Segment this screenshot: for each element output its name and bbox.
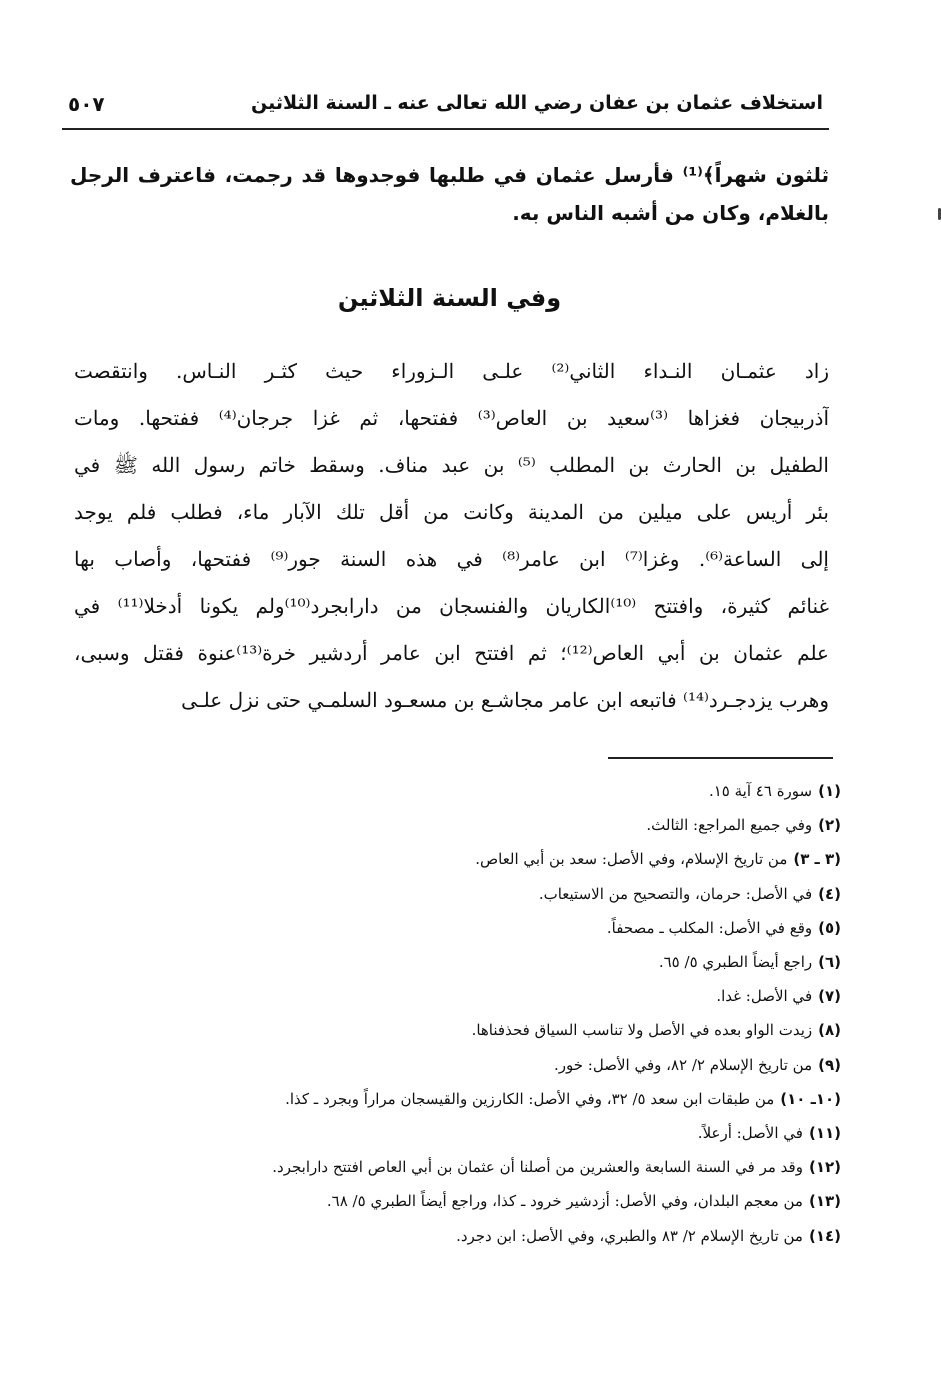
running-header xyxy=(62,88,829,130)
footnote-text: في الأصل: حرمان، والتصحيح من الاستيعاب. xyxy=(538,884,813,903)
footnote-marker: (١٢) xyxy=(808,1158,841,1177)
body-line: آذربيجان فغزاها ⁽³⁾سعيد بن العاص⁽³⁾ ففتحها، ثم غزا جرجان⁽⁴⁾ ففتحها. ومات xyxy=(74,406,829,430)
footnote-text: من طبقات ابن سعد ٥/ ٣٢، وفي الأصل: الكارزين والقيسجان مراراً وبجرد ـ كذا. xyxy=(285,1089,775,1108)
footnote-marker: (٦) xyxy=(818,953,841,972)
footnote-marker: (١٤) xyxy=(808,1226,841,1245)
page-number: ٥٠٧ xyxy=(68,92,105,116)
section-heading: وفي السنة الثلاثين xyxy=(337,284,562,312)
footnote-marker: (١١) xyxy=(808,1124,841,1143)
footnote-text: وقع في الأصل: المكلب ـ مصحفاً. xyxy=(606,918,813,937)
header-title: استخلاف عثمان بن عفان رضي الله تعالى عنه ـ السنة الثلاثين xyxy=(251,92,823,114)
footnotes-list xyxy=(120,774,841,1253)
footnote-text: وقد مر في السنة السابعة والعشرين من أصلنا أن عثمان بن أبي العاص افتتح دارابجرد. xyxy=(272,1158,803,1177)
footnote-marker: (٨) xyxy=(818,1021,841,1040)
intro-paragraph: ثلثون شهراً﴾⁽¹⁾ فأرسل عثمان في طلبها فوجدوها قد رجمت، فاعترف الرجل بالغلام، وكان من أشبه الناس به. xyxy=(70,163,830,225)
footnote-text: من معجم البلدان، وفي الأصل: أزدشير خرود ـ كذا، وراجع أيضاً الطبري ٥/ ٦٨. xyxy=(326,1192,803,1211)
footnote xyxy=(120,877,841,911)
footnote xyxy=(120,1013,841,1047)
body-line: إلى الساعة⁽⁶⁾. وغزا⁽⁷⁾ ابن عامر⁽⁸⁾ في هذه السنة جور⁽⁹⁾ ففتحها، وأصاب بها xyxy=(74,547,829,571)
footnote-marker: (١٠ـ ١٠) xyxy=(780,1089,841,1108)
footnote-text: في الأصل: غدا. xyxy=(716,987,813,1006)
footnote xyxy=(120,1184,841,1218)
body-line: غنائم كثيرة، وافتتح ⁽¹⁰⁾الكاريان والفنسجان من دارابجرد⁽¹⁰⁾ولم يكونا أدخلا⁽¹¹⁾ في xyxy=(74,594,829,618)
footnote xyxy=(120,1116,841,1150)
body-line: الطفيل بن الحارث بن المطلب ⁽⁵⁾ بن عبد مناف. وسقط خاتم رسول الله ﷺ في xyxy=(74,453,829,477)
footnote-separator xyxy=(608,757,833,759)
footnote-text: من تاريخ الإسلام ٢/ ٨٣ والطبري، وفي الأصل: ابن دجرد. xyxy=(456,1226,803,1245)
footnote-text: من تاريخ الإسلام ٢/ ٨٢، وفي الأصل: خور. xyxy=(554,1055,813,1074)
footnote xyxy=(120,979,841,1013)
body-line: وهرب يزدجـرد⁽¹⁴⁾ فاتبعه ابن عامر مجاشـع بن مسعـود السلمـي حتى نزل علـى xyxy=(181,688,829,712)
footnote-text: سورة ٤٦ آية ١٥. xyxy=(708,782,813,800)
footnote xyxy=(120,774,841,808)
body-line: بئر أريس على ميلين من المدينة وكانت من أقل تلك الآبار ماء، فطلب فلم يوجد xyxy=(74,500,829,524)
footnote xyxy=(120,842,841,876)
footnote xyxy=(120,911,841,945)
footnote xyxy=(120,1048,841,1082)
footnote-marker: (١٣) xyxy=(808,1192,841,1211)
footnote-marker: (٧) xyxy=(818,987,841,1006)
footnote-text: من تاريخ الإسلام، وفي الأصل: سعد بن أبي العاص. xyxy=(475,850,788,869)
footnote xyxy=(120,945,841,979)
footnote-text: راجع أيضاً الطبري ٥/ ٦٥. xyxy=(658,953,813,972)
footnote xyxy=(120,1219,841,1253)
footnote-marker: (٤) xyxy=(818,884,841,903)
footnote xyxy=(120,808,841,842)
footnote xyxy=(120,1150,841,1184)
body-line: زاد عثمـان النـداء الثاني⁽²⁾ علـى الـزوراء حيث كثـر النـاس. وانتقصت xyxy=(74,359,829,383)
footnote-marker: (٩) xyxy=(818,1055,841,1074)
footnote-marker: (١) xyxy=(818,782,841,800)
footnote-text: في الأصل: أرعلاً. xyxy=(697,1124,803,1143)
footnote-marker: (٣ ـ ٣) xyxy=(793,850,841,869)
footnote-text: زيدت الواو بعده في الأصل ولا تناسب السياق فحذفناها. xyxy=(471,1021,813,1040)
footnote-marker: (٢) xyxy=(818,816,841,835)
footnote xyxy=(120,1082,841,1116)
footnote-text: وفي جميع المراجع: الثالث. xyxy=(646,816,813,835)
body-paragraph xyxy=(74,348,829,724)
body-line: علم عثمان بن أبي العاص⁽¹²⁾؛ ثم افتتح ابن عامر أردشير خرة⁽¹³⁾عنوة فقتل وسبى، xyxy=(74,641,829,665)
footnote-marker: (٥) xyxy=(818,918,841,937)
